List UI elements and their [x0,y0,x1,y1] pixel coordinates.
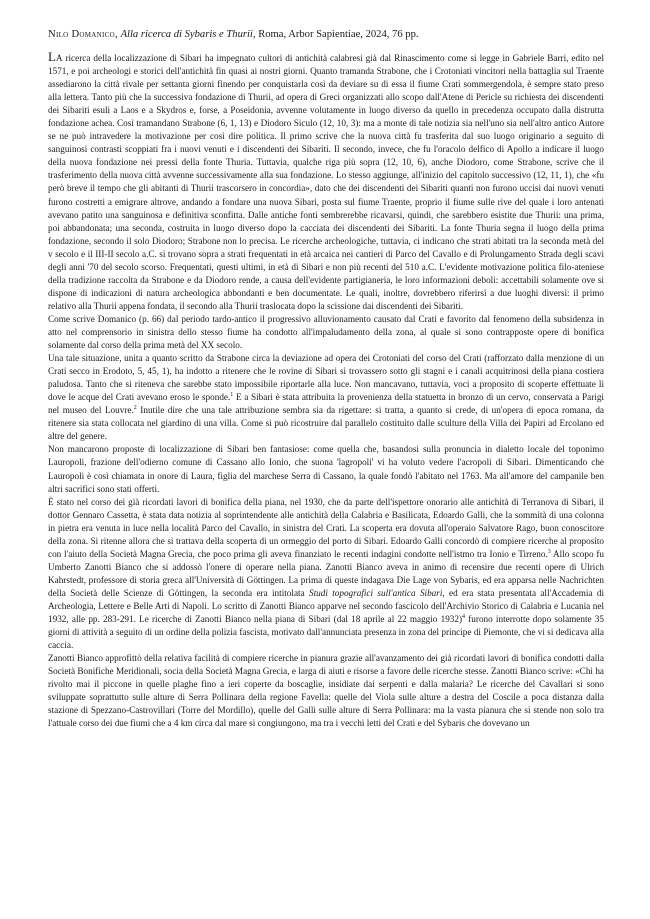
drop-cap: La [48,49,63,64]
book-title: Alla ricerca di Sybaris e Thurii, [120,29,256,40]
paragraph-2-text: Come scrive Domanico (p. 66) dal periodo tardo-antico il progressivo alluvionamento causato dal Crati e favorito dal fenomeno della subsidenza in atto nel comprensorio in sinistra dello stesso fiume ha condotto all'impaludamento della zona, al quale si sono contrapposte opere di bonifica solamente dal corso della prima metà del XX secolo. [48,313,604,351]
paragraph-3-text-3: Inutile dire che una tale attribuzione sembra sia da rigettare: si tratta, a quanto si crede, di un'opera di epoca romana, da ritenere sia stata collocata nel giardino di una villa. Come si può ricostruire dal parallelo costituito dalle sculture della Villa dei Papiri ad Ercolano ed altre del genere. [48,405,605,442]
book-publication-info: Roma, Arbor Sapientiae, 2024, 76 pp. [258,29,419,40]
paragraph-6 [48,652,604,730]
paragraph-3-text-2: E a Sibari è stata attribuita la provenienza della statuetta in bronzo di un cervo, conservata a Parigi nel museo del Louvre. [48,392,604,416]
paragraph-5-text-2: Allo scopo fu Umberto Zanotti Bianco che si addossò l'onere di operare nella piana. Zanotti Bianco aveva in animo di recensire due recenti opere di Ulrich Kahrstedt, professore di storia greca all'Università di Göttingen. La prima di queste indagava Die Lage von Sybaris, ed era apparsa nelle Nachrichten della Società delle Scienze di Göttingen, la seconda era intitolata [48,548,604,598]
paragraph-6-text: Zanotti Bianco approfittò della relativa facilità di compiere ricerche in pianura grazie all'avanzamento dei già ricordati lavori di bonifica condotti dalla Società Bonifiche Meridionali, socia della Società Magna Grecia, e larga di aiuti e risorse a favore delle ricerche stesse. Zanotti Bianco scrive: «Chi ha rivolto mai il piccone in quelle plaghe fino a ieri coperte da boscaglie, insidiate dai serpenti e dalla malaria? Le ricerche del Cavallari si sono sviluppate soprattutto sulle alture di Serra Pollinara della regione Favella: quelle del Viola sulle alture a destra del Coscile a poca distanza dalla stazione di Spezzano-Castrovillari (Torre del Mordillo), quelle del Galli sulle alture di Serra Pollinara: ma la vasta pianura che si stende non solo tra l'attuale corso dei due fiumi che a 4 km circa dal mare si congiungono, ma tra i vecchi letti del Crati e del Sybaris che dovevano un [48,653,604,729]
footnote-ref-3[interactable]: 3 [547,548,551,555]
review-heading [48,28,604,42]
paragraph-4 [48,443,604,495]
footnote-ref-2[interactable]: 2 [133,405,137,412]
footnote-ref-4[interactable]: 4 [462,613,466,620]
paragraph-5-text: È stato nel corso dei già ricordati lavori di bonifica della piana, nel 1930, che da parte dell'ispettore onorario alle antichità di Terranova di Sibari, il dottor Gennaro Cassetta, è stata data notizia al soprintendente alle antichità della Calabria e Basilicata, Edoardo Galli, che la sommità di una colonna in pietra era venuta in luce nella località Parco del Cavallo, in sinistra del Crati. La scoperta era dovuta all'operaio Salvatore Rago, buon conoscitore della zona. Si ritenne allora che si trattava della scoperta di un ormeggio del porto di Sibari. Edoardo Galli concordò di compiere ricerche al proposito con l'aiuto della Società Magna Grecia, che poco prima gli aveva finanziato le recenti indagini condotte nell'istmo tra Ionio e Tirreno. [48,496,604,559]
paragraph-4-text: Non mancarono proposte di localizzazione di Sibari ben fantasiose: come quella che, basandosi sulla pronuncia in dialetto locale del toponimo Lauropoli, frazione dell'odierno comune di Cassano allo Ionio, che suona 'lagropoli' vi ha voluto vedere l'acropoli di Sibari. Dimenticando che Lauropoli è così chiamata in onore di Laura, figlia del marchese Serra di Cassano, la quale fondò l'abitato nel 1763. Ma all'amore del campanile ben altri sacrifici sono stati offerti. [48,444,604,494]
paragraph-5-text-4: furono interrotte dopo solamente 35 giorni di attività a seguito di un ordine della polizia fascista, motivato dall'annunciata presenza in zona del principe di Piemonte, che vi si dedicava alla caccia. [48,614,604,651]
footnote-ref-1[interactable]: 1 [230,392,234,399]
italic-title: Studi topografici sull'antica Sibari [309,587,443,598]
paragraph-5-text-3: , ed era stata presentata all'Accademia di Archeologia, Lettere e Belle Arti di Napoli. Lo scritto di Zanotti Bianco apparve nel secondo fascicolo dell'Archivio Storico di Calabria e Lucania nel 1932, alle pp. 283-291. Le ricerche di Zanotti Bianco nella piana di Sibari (dal 18 aprile al 22 maggio 1932) [48,587,604,625]
paragraph-1 [48,50,604,313]
paragraph-3-text: Una tale situazione, unita a quanto scritto da Strabone circa la deviazione ad opera dei Crotoniati del corso del Crati (rafforzato dalla menzione di un Crati secco in Erodoto, 5, 45, 1), ha indotto a ritenere che le rovine di Sibari si trovassero sotto gli stagni e i canali acquitrinosi della piana costiera paludosa. Tanto che si riteneva che sarebbe stato impossibile riportarle alla luce. Non mancavano, tuttavia, voci a proposito di scoperte effettuate lì dove le acque del Crati avevano eroso le sponde. [48,353,604,403]
paragraph-3 [48,352,604,443]
book-author: Nilo Domanico, [48,29,118,40]
paragraph-5 [48,496,604,653]
paragraph-2 [48,313,604,352]
document-page [48,28,604,730]
paragraph-1-text: ricerca della localizzazione di Sibari ha impegnato cultori di antichità calabresi già dal Rinascimento come si legge in Gabriele Barri, edito nel 1571, e poi archeologi e storici dell'antichità fin quasi ai nostri giorni. Quanto tramanda Strabone, che i Crotoniati vincitori nella battaglia sul Traente assediarono la città rivale per settanta giorni finendo per conquistarla così da deviare su di essa il fiume Crati sommergendola, è sempre stato preso alla lettera. Tanto più che la successiva fondazione di Thurii, ad opera di Greci organizzati allo scopo dall'Atene di Pericle su richiesta dei discendenti dei Sibariti esuli a Laos e a Skydros e, forse, a Poseidonia, avvenne volutamente in luogo diverso da quello in precedenza occupato dalla distrutta fondazione achea. Così tramandano Strabone (6, 1, 13) e Diodoro Siculo (12, 10, 3): ma a monte di tale notizia sia nell'uno sia nell'altro antico Autore se ne può intravedere la motivazione per così dire politica. Il primo scrive che la nuova città fu trasferita dal suo luogo originario a seguito di sanguinosi contrasti scoppiati fra i nuovi venuti e i discendenti dei Sibariti. Il secondo, invece, che fu l'oracolo delfico di Apollo a indicare il luogo della nuova fondazione nei pressi della fonte Thuria. Tuttavia, qualche riga più sopra (12, 10, 6), anche Diodoro, come Strabone, scrive che il trasferimento della nuova città avvenne successivamente alla sua fondazione. Lo stesso aggiunge, all'inizio del capitolo successivo (12, 11, 1), che «fu però breve il tempo che gli abitanti di Thurii trascorsero in concordia», dato che dei discendenti dei Sibariti quanti non furono uccisi dai nuovi venuti furono costretti a emigrare altrove, andando a fondare una nuova Sibari, posta sul fiume Traente, proprio il fiume sulle rive del quale i loro antenati avevano patito una sanguinosa e definitiva sconfitta. Dalle antiche fonti sembrerebbe ricavarsi, quindi, che sarebbero esistite due Thurii: una prima, poi abbandonata; una seconda, costruita in luogo diverso dopo la cacciata dei discendenti dei Sibariti. La fonte Thuria segna il luogo della prima fondazione, secondo il solo Diodoro; Strabone non lo precisa. Le ricerche archeologiche, tuttavia, ci indicano che strati abitati tra la seconda metà del v secolo e il III-II secolo a.C. si trovano sopra a strati frequentati in età arcaica nei cantieri di Parco del Cavallo e di Prolungamento Strada degli scavi degli anni '70 del secolo scorso. Frequentati, questi ultimi, in età di Sibari e non più recenti del 510 a.C. L'evidente motivazione politica filo-ateniese della tradizione raccolta da Strabone e da Diodoro rende, a causa dell'evidente partigianeria, le loro informazioni deboli: accettabili solamente ove si dispone di indicazioni di natura archeologica abbondanti e ben documentate. Le quali, inoltre, dovrebbero riferirsi a due luoghi diversi: il primo relativo alla Thurii appena fondata, il secondo alla Thurii traslocata dopo la scissione dai discendenti dei Sibariti. [48,53,604,311]
